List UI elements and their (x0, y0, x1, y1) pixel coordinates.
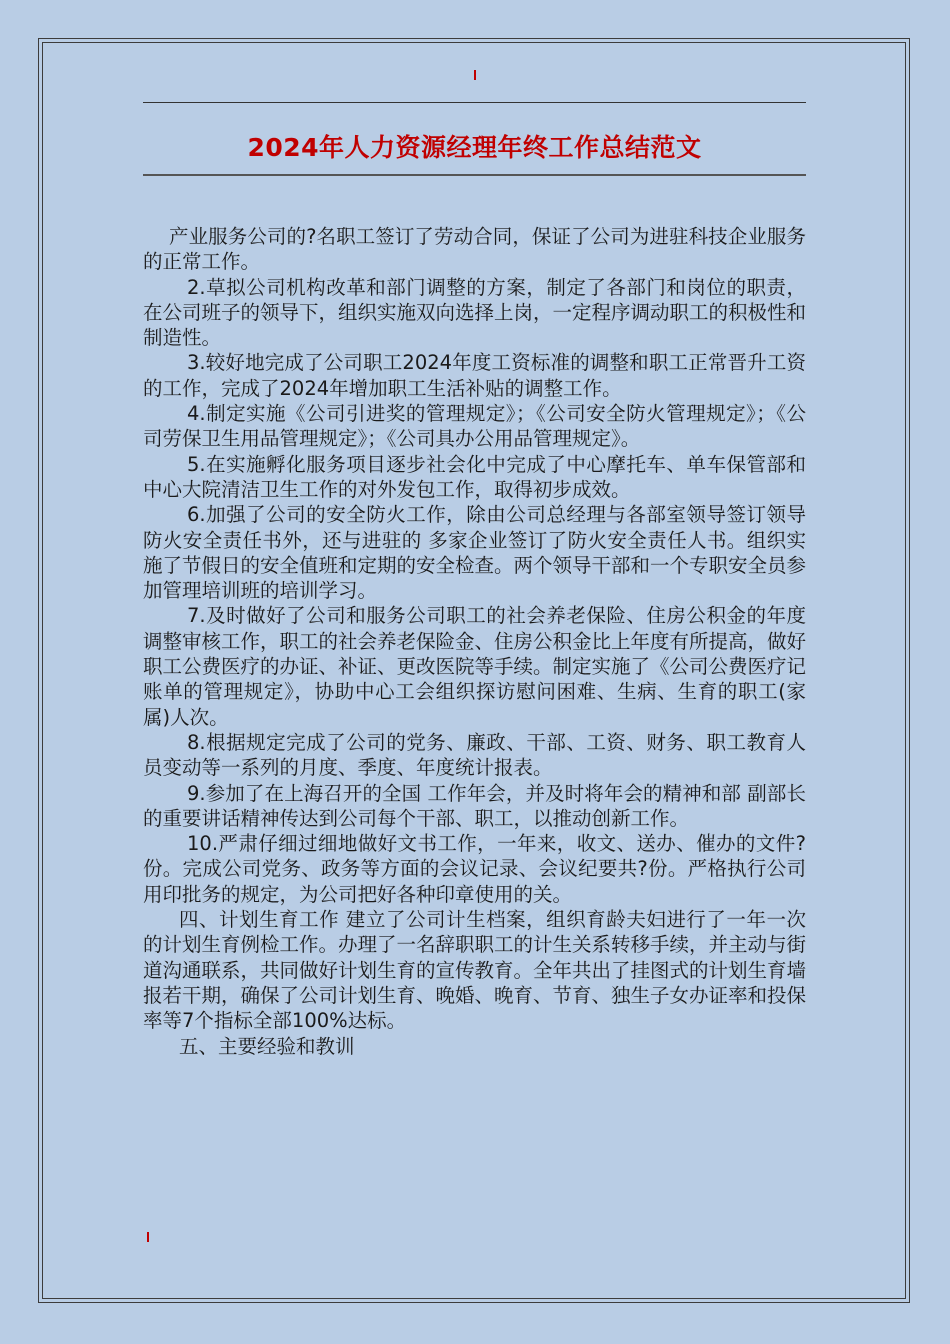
document-title: 2024年人力资源经理年终工作总结范文 (247, 133, 702, 162)
paragraph-item-9: 9.参加了在上海召开的全国 工作年会，并及时将年会的精神和部 副部长的重要讲话精神传达到公司每个干部、职工，以推动创新工作。 (143, 781, 806, 830)
paragraph-item-4: 4.制定实施《公司引进奖的管理规定》；《公司安全防火管理规定》；《公司劳保卫生用品管理规定》；《公司具办公用品管理规定》。 (143, 402, 806, 451)
title-rule-bottom (143, 174, 806, 176)
footer-marker (147, 1232, 149, 1242)
header-marker (474, 70, 476, 80)
paragraph-item-6: 6.加强了公司的安全防火工作，除由公司总经理与各部室领导签订领导防火安全责任书外，还与进驻的 多家企业签订了防火安全责任人书。组织实施了节假日的安全值班和定期的安全检查。两个领导干部和一个专职安全员参加管理培训班的培训学习。 (143, 503, 807, 603)
paragraph-item-5: 5.在实施孵化服务项目逐步社会化中完成了中心摩托车、单车保管部和中心大院清洁卫生工作的对外发包工作，取得初步成效。 (143, 452, 806, 501)
paragraph-item-2: 2.草拟公司机构改革和部门调整的方案，制定了各部门和岗位的职责，在公司班子的领导下，组织实施双向选择上岗，一定程序调动职工的积极性和制造性。 (143, 275, 807, 350)
paragraph-item-10: 10.严肃仔细过细地做好文书工作，一年来，收文、送办、催办的文件?份。完成公司党务、政务等方面的会议记录、会议纪要共?份。严格执行公司用印批务的规定，为公司把好各种印章使用的关。 (143, 832, 806, 906)
paragraph-item-3: 3.较好地完成了公司职工2024年度工资标准的调整和职工正常晋升工资的工作，完成了2024年增加职工生活补贴的调整工作。 (143, 351, 806, 400)
title-rule-top (143, 102, 806, 103)
paragraph-section-4: 四、计划生育工作 建立了公司计生档案，组织育龄夫妇进行了一年一次的计划生育例检工作。办理了一名辞职职工的计生关系转移手续，并主动与街道沟通联系，共同做好计划生育的宣传教育。全年共出了挂图式的计划生育墙报若干期，确保了公司计划生育、晚婚、晚育、节育、独生子女办证率和投保率等7个指标全部100%达标。 (143, 908, 807, 1033)
paragraph-section-5-heading: 五、主要经验和教训 (179, 1034, 355, 1058)
document-body (143, 224, 806, 1059)
paragraph-item-8: 8.根据规定完成了公司的党务、廉政、干部、工资、财务、职工教育人员变动等一系列的月度、季度、年度统计报表。 (143, 730, 806, 780)
paragraph-item-7: 7.及时做好了公司和服务公司职工的社会养老保险、住房公积金的年度调整审核工作，职工的社会养老保险金、住房公积金比上年度有所提高，做好职工公费医疗的办证、补证、更改医院等手续。制定实施了《公司公费医疗记账单的管理规定》，协助中心工会组织探访慰问困难、生病、生育的职工(家属)人次。 (143, 604, 807, 729)
paragraph-intro: 产业服务公司的?名职工签订了劳动合同，保证了公司为进驻科技企业服务的正常工作。 (143, 225, 806, 274)
